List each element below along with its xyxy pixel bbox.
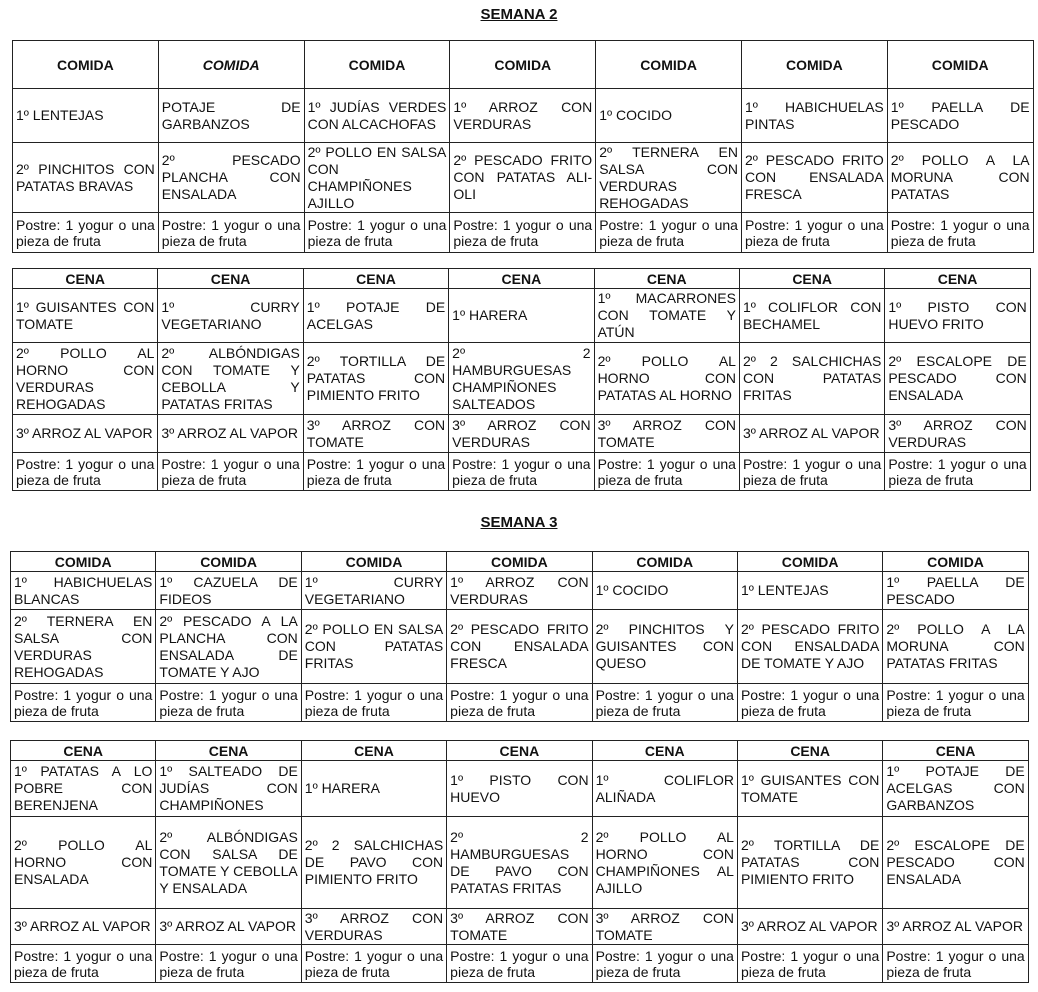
week-3-dinner-dessert-thu: Postre: 1 yogur o una pieza de fruta <box>447 945 592 983</box>
week-2-dinner-dessert-wed: Postre: 1 yogur o una pieza de fruta <box>303 453 448 491</box>
week-3-dinner-first-course-mon: 1º PATATAS A LO POBRE CON BERENJENA <box>11 761 156 817</box>
week-2-lunch-second-course-sun: 2º POLLO A LA MORUNA CON PATATAS <box>887 143 1033 213</box>
week-3-dinner-header-thu: CENA <box>447 741 592 761</box>
week-3-dinner-second-course-tue: 2º ALBÓNDIGAS CON SALSA DE TOMATE Y CEBOLLA Y ENSALADA <box>156 817 301 909</box>
week-2-dinner-table <box>12 268 1031 491</box>
week-3-lunch-second-course-wed: 2º POLLO EN SALSA CON PATATAS FRITAS <box>301 610 446 684</box>
week-2-dinner-second-course-fri: 2º POLLO AL HORNO CON PATATAS AL HORNO <box>594 343 739 415</box>
week-2-dinner-third-course-wed: 3º ARROZ CON TOMATE <box>303 415 448 453</box>
week-3-lunch-first-course-sat: 1º LENTEJAS <box>737 572 882 610</box>
week-3-lunch-second-course-sun: 2º POLLO A LA MORUNA CON PATATAS FRITAS <box>883 610 1028 684</box>
week-2-lunch-second-course-tue: 2º PESCADO PLANCHA CON ENSALADA <box>158 143 304 213</box>
week-2-lunch-first-course-sun: 1º PAELLA DE PESCADO <box>887 89 1033 143</box>
week-3-dinner-second-course-mon: 2º POLLO AL HORNO CON ENSALADA <box>11 817 156 909</box>
week-2-dinner-third-course-sun: 3º ARROZ CON VERDURAS <box>885 415 1030 453</box>
week-3-dinner-second-course-sat: 2º TORTILLA DE PATATAS CON PIMIENTO FRITO <box>737 817 882 909</box>
week-2-dinner-third-course-mon: 3º ARROZ AL VAPOR <box>13 415 158 453</box>
week-2-dinner-dessert-sun: Postre: 1 yogur o una pieza de fruta <box>885 453 1030 491</box>
week-2-dinner-dessert-fri: Postre: 1 yogur o una pieza de fruta <box>594 453 739 491</box>
week-2-lunch-dessert-tue: Postre: 1 yogur o una pieza de fruta <box>158 213 304 253</box>
week-3-lunch-dessert-sun: Postre: 1 yogur o una pieza de fruta <box>883 684 1028 722</box>
week-3-dinner-dessert-sun: Postre: 1 yogur o una pieza de fruta <box>883 945 1028 983</box>
week-3-lunch-dessert-fri: Postre: 1 yogur o una pieza de fruta <box>592 684 737 722</box>
week-3-dinner-second-course-thu: 2º 2 HAMBURGUESAS DE PAVO CON PATATAS FRITAS <box>447 817 592 909</box>
week-2-lunch-first-course-mon: 1º LENTEJAS <box>13 89 159 143</box>
week-2-dinner-first-course-mon: 1º GUISANTES CON TOMATE <box>13 289 158 343</box>
week-2-dinner-header-wed: CENA <box>303 269 448 289</box>
week-2-lunch-first-course-wed: 1º JUDÍAS VERDES CON ALCACHOFAS <box>304 89 450 143</box>
week-3-lunch-first-course-fri: 1º COCIDO <box>592 572 737 610</box>
week-2-dinner-second-course-sat: 2º 2 SALCHICHAS CON PATATAS FRITAS <box>739 343 884 415</box>
week-3-lunch-second-course-mon: 2º TERNERA EN SALSA CON VERDURAS REHOGADAS <box>11 610 156 684</box>
week-2-dinner-first-course-fri: 1º MACARRONES CON TOMATE Y ATÚN <box>594 289 739 343</box>
week-2-lunch-second-course-wed: 2º POLLO EN SALSA CON CHAMPIÑONES AJILLO <box>304 143 450 213</box>
week-3-lunch-dessert-mon: Postre: 1 yogur o una pieza de fruta <box>11 684 156 722</box>
week-3-lunch-first-course-sun: 1º PAELLA DE PESCADO <box>883 572 1028 610</box>
week-3-dinner-header-sat: CENA <box>737 741 882 761</box>
week-3-dinner-header-fri: CENA <box>592 741 737 761</box>
week-2-lunch-header-fri: COMIDA <box>596 41 742 89</box>
week-2-lunch-first-course-tue: POTAJE DE GARBANZOS <box>158 89 304 143</box>
week-2-lunch-dessert-fri: Postre: 1 yogur o una pieza de fruta <box>596 213 742 253</box>
week-2-dinner-header-sat: CENA <box>739 269 884 289</box>
week-2-lunch-header-sun: COMIDA <box>887 41 1033 89</box>
week-2-dinner-dessert-tue: Postre: 1 yogur o una pieza de fruta <box>158 453 303 491</box>
week-2-lunch-dessert-wed: Postre: 1 yogur o una pieza de fruta <box>304 213 450 253</box>
week-3-dinner-third-course-fri: 3º ARROZ CON TOMATE <box>592 909 737 945</box>
week-2-lunch-header-thu: COMIDA <box>450 41 596 89</box>
week-3-dinner-dessert-fri: Postre: 1 yogur o una pieza de fruta <box>592 945 737 983</box>
week-2-lunch-first-course-fri: 1º COCIDO <box>596 89 742 143</box>
week-2-lunch-second-course-thu: 2º PESCADO FRITO CON PATATAS ALI-OLI <box>450 143 596 213</box>
week-2-dinner-second-course-tue: 2º ALBÓNDIGAS CON TOMATE Y CEBOLLA Y PATATAS FRITAS <box>158 343 303 415</box>
week-3-dinner-header-tue: CENA <box>156 741 301 761</box>
week-3-lunch-first-course-mon: 1º HABICHUELAS BLANCAS <box>11 572 156 610</box>
week-2-title: SEMANA 2 <box>480 6 558 23</box>
week-3-lunch-header-thu: COMIDA <box>447 552 592 572</box>
week-3-dinner-dessert-wed: Postre: 1 yogur o una pieza de fruta <box>301 945 446 983</box>
week-3-dinner-first-course-sat: 1º GUISANTES CON TOMATE <box>737 761 882 817</box>
week-3-lunch-second-course-fri: 2º PINCHITOS Y GUISANTES CON QUESO <box>592 610 737 684</box>
week-3-title: SEMANA 3 <box>480 514 558 531</box>
week-3-dinner-third-course-mon: 3º ARROZ AL VAPOR <box>11 909 156 945</box>
week-3-dinner-dessert-mon: Postre: 1 yogur o una pieza de fruta <box>11 945 156 983</box>
week-2-dinner-header-fri: CENA <box>594 269 739 289</box>
week-3-dinner-first-course-fri: 1º COLIFLOR ALIÑADA <box>592 761 737 817</box>
week-3-dinner-second-course-wed: 2º 2 SALCHICHAS DE PAVO CON PIMIENTO FRITO <box>301 817 446 909</box>
week-3-lunch-dessert-wed: Postre: 1 yogur o una pieza de fruta <box>301 684 446 722</box>
week-3-lunch-second-course-thu: 2º PESCADO FRITO CON ENSALADA FRESCA <box>447 610 592 684</box>
week-3-lunch-header-sun: COMIDA <box>883 552 1028 572</box>
week-2-dinner-first-course-wed: 1º POTAJE DE ACELGAS <box>303 289 448 343</box>
week-3-dinner-header-sun: CENA <box>883 741 1028 761</box>
week-2-lunch-header-sat: COMIDA <box>741 41 887 89</box>
week-3-dinner-third-course-thu: 3º ARROZ CON TOMATE <box>447 909 592 945</box>
week-3-lunch-dessert-thu: Postre: 1 yogur o una pieza de fruta <box>447 684 592 722</box>
week-2-dinner-first-course-sun: 1º PISTO CON HUEVO FRITO <box>885 289 1030 343</box>
week-2-dinner-third-course-sat: 3º ARROZ AL VAPOR <box>739 415 884 453</box>
week-2-dinner-first-course-tue: 1º CURRY VEGETARIANO <box>158 289 303 343</box>
week-3-lunch-header-tue: COMIDA <box>156 552 301 572</box>
week-2-lunch-first-course-thu: 1º ARROZ CON VERDURAS <box>450 89 596 143</box>
week-2-lunch-dessert-sun: Postre: 1 yogur o una pieza de fruta <box>887 213 1033 253</box>
week-3-dinner-first-course-sun: 1º POTAJE DE ACELGAS CON GARBANZOS <box>883 761 1028 817</box>
week-3-dinner-header-mon: CENA <box>11 741 156 761</box>
week-2-dinner-first-course-sat: 1º COLIFLOR CON BECHAMEL <box>739 289 884 343</box>
week-2-lunch-dessert-thu: Postre: 1 yogur o una pieza de fruta <box>450 213 596 253</box>
week-2-lunch-second-course-mon: 2º PINCHITOS CON PATATAS BRAVAS <box>13 143 159 213</box>
week-2-dinner-dessert-sat: Postre: 1 yogur o una pieza de fruta <box>739 453 884 491</box>
week-3-lunch-header-mon: COMIDA <box>11 552 156 572</box>
week-3-dinner-first-course-thu: 1º PISTO CON HUEVO <box>447 761 592 817</box>
week-3-dinner-third-course-sat: 3º ARROZ AL VAPOR <box>737 909 882 945</box>
week-2-dinner-second-course-mon: 2º POLLO AL HORNO CON VERDURAS REHOGADAS <box>13 343 158 415</box>
week-2-dinner-second-course-sun: 2º ESCALOPE DE PESCADO CON ENSALADA <box>885 343 1030 415</box>
week-3-lunch-table <box>10 551 1029 722</box>
week-2-lunch-dessert-mon: Postre: 1 yogur o una pieza de fruta <box>13 213 159 253</box>
week-2-dinner-header-thu: CENA <box>449 269 594 289</box>
week-3-lunch-second-course-tue: 2º PESCADO A LA PLANCHA CON ENSALADA DE TOMATE Y AJO <box>156 610 301 684</box>
week-3-dinner-third-course-tue: 3º ARROZ AL VAPOR <box>156 909 301 945</box>
week-3-lunch-second-course-sat: 2º PESCADO FRITO CON ENSALDADA DE TOMATE Y AJO <box>737 610 882 684</box>
week-3-lunch-first-course-wed: 1º CURRY VEGETARIANO <box>301 572 446 610</box>
week-3-lunch-first-course-tue: 1º CAZUELA DE FIDEOS <box>156 572 301 610</box>
week-3-dinner-third-course-sun: 3º ARROZ AL VAPOR <box>883 909 1028 945</box>
week-2-lunch-table <box>12 40 1034 253</box>
week-3-lunch-first-course-thu: 1º ARROZ CON VERDURAS <box>447 572 592 610</box>
week-2-dinner-third-course-fri: 3º ARROZ CON TOMATE <box>594 415 739 453</box>
week-3-dinner-table <box>10 740 1029 983</box>
week-3-dinner-header-wed: CENA <box>301 741 446 761</box>
week-2-dinner-header-mon: CENA <box>13 269 158 289</box>
week-3-dinner-dessert-tue: Postre: 1 yogur o una pieza de fruta <box>156 945 301 983</box>
week-3-lunch-dessert-sat: Postre: 1 yogur o una pieza de fruta <box>737 684 882 722</box>
week-2-lunch-header-mon: COMIDA <box>13 41 159 89</box>
week-2-dinner-second-course-thu: 2º 2 HAMBURGUESAS CHAMPIÑONES SALTEADOS <box>449 343 594 415</box>
week-3-lunch-header-wed: COMIDA <box>301 552 446 572</box>
week-2-lunch-dessert-sat: Postre: 1 yogur o una pieza de fruta <box>741 213 887 253</box>
week-3-dinner-first-course-tue: 1º SALTEADO DE JUDÍAS CON CHAMPIÑONES <box>156 761 301 817</box>
week-2-lunch-header-tue: COMIDA <box>158 41 304 89</box>
week-2-dinner-header-sun: CENA <box>885 269 1030 289</box>
week-3-lunch-dessert-tue: Postre: 1 yogur o una pieza de fruta <box>156 684 301 722</box>
week-2-dinner-third-course-thu: 3º ARROZ CON VERDURAS <box>449 415 594 453</box>
week-2-lunch-header-wed: COMIDA <box>304 41 450 89</box>
week-2-dinner-dessert-thu: Postre: 1 yogur o una pieza de fruta <box>449 453 594 491</box>
week-2-dinner-first-course-thu: 1º HARERA <box>449 289 594 343</box>
week-2-dinner-dessert-mon: Postre: 1 yogur o una pieza de fruta <box>13 453 158 491</box>
week-2-dinner-header-tue: CENA <box>158 269 303 289</box>
week-2-lunch-second-course-fri: 2º TERNERA EN SALSA CON VERDURAS REHOGADAS <box>596 143 742 213</box>
week-2-lunch-second-course-sat: 2º PESCADO FRITO CON ENSALADA FRESCA <box>741 143 887 213</box>
week-3-lunch-header-fri: COMIDA <box>592 552 737 572</box>
week-3-dinner-dessert-sat: Postre: 1 yogur o una pieza de fruta <box>737 945 882 983</box>
week-3-lunch-header-sat: COMIDA <box>737 552 882 572</box>
week-2-dinner-second-course-wed: 2º TORTILLA DE PATATAS CON PIMIENTO FRITO <box>303 343 448 415</box>
week-3-dinner-second-course-fri: 2º POLLO AL HORNO CON CHAMPIÑONES AL AJILLO <box>592 817 737 909</box>
week-2-dinner-third-course-tue: 3º ARROZ AL VAPOR <box>158 415 303 453</box>
week-3-dinner-second-course-sun: 2º ESCALOPE DE PESCADO CON ENSALADA <box>883 817 1028 909</box>
week-2-lunch-first-course-sat: 1º HABICHUELAS PINTAS <box>741 89 887 143</box>
week-3-dinner-first-course-wed: 1º HARERA <box>301 761 446 817</box>
week-3-dinner-third-course-wed: 3º ARROZ CON VERDURAS <box>301 909 446 945</box>
